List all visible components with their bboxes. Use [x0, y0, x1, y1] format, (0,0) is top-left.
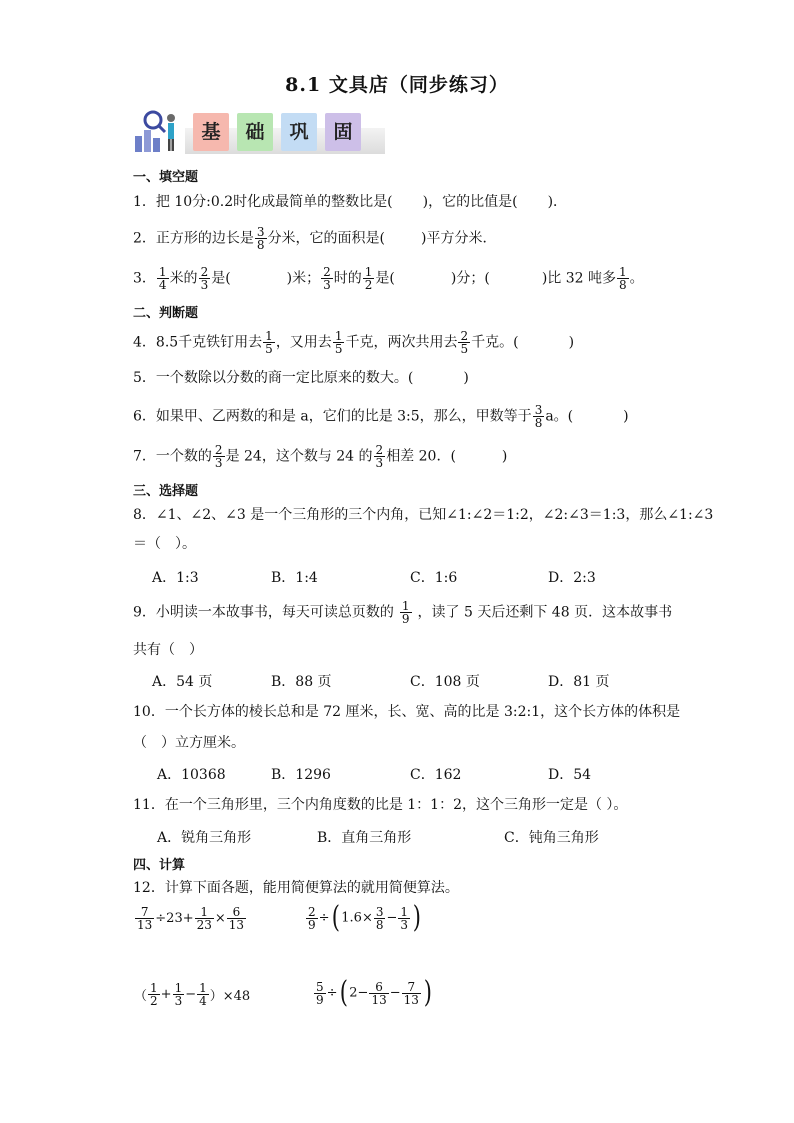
fraction: $\frac{7}{13}$ [403, 979, 419, 1007]
question-8-line2: ＝（ ）。 [133, 536, 196, 552]
question-11: 11．在一个三角形里，三个内角度数的比是 1：1：2，这个三角形一定是（ ）。 [133, 797, 628, 813]
page-title: 8.1 文具店（同步练习） [285, 74, 509, 96]
question-5: 5．一个数除以分数的商一定比原来的数大。( ) [133, 370, 469, 386]
calc-expression-3: （ $\frac{1}{2}$ + $\frac{1}{3}$ − $\frac{1}{4}$ ）×48 [134, 981, 251, 1008]
fraction: $\frac{6}{13}$ [228, 905, 245, 932]
question-9-line2: 共有（ ） [133, 642, 203, 658]
question-8: 8．∠1、∠2、∠3 是一个三角形的三个内角，已知∠1:∠2＝1:2，∠2:∠3＝1:3，那么∠1:∠3 [133, 507, 714, 523]
fraction: $\frac{1}{5}$ [334, 329, 343, 356]
calc-expression-2: $\frac{2}{9}$ ÷( 1.6× $\frac{3}{8}$ − $\frac{1}{3}$ ) [308, 900, 421, 935]
question-3: 3． $\frac{1}{4}$ 米的 $\frac{2}{3}$ 是( )米； $\frac{2}{3}$ 时的 $\frac{1}{2}$ 是( )分；( )比 32 吨多 $\frac{1}{8}$ 。 [133, 265, 644, 292]
fraction: $\frac{1}{2}$ [364, 265, 373, 292]
fraction: $\frac{1}{23}$ [196, 905, 212, 932]
q11-option-b[interactable]: B．直角三角形 [317, 830, 412, 846]
fraction: $\frac{1}{5}$ [265, 329, 273, 356]
q1-text-c: )． [547, 194, 568, 210]
fraction: $\frac{6}{13}$ [371, 979, 387, 1007]
fraction: $\frac{1}{3}$ [174, 981, 183, 1008]
banner-tile-3: 巩 [281, 113, 317, 151]
q8-option-d[interactable]: D．2:3 [548, 570, 596, 586]
q1-text-a: 1．把 10分:0.2时化成最简单的整数比是( [133, 194, 393, 210]
fraction: $\frac{1}{4}$ [199, 981, 207, 1008]
q10-option-d[interactable]: D．54 [548, 767, 592, 783]
section-heading-multiple-choice: 三、选择题 [133, 484, 199, 499]
q10-option-b[interactable]: B．1296 [271, 767, 331, 783]
q1-text-b: )，它的比值是( [422, 194, 518, 210]
q8-option-a[interactable]: A．1:3 [152, 570, 199, 586]
calc-expression-1: $\frac{7}{13}$ ÷23+ $\frac{1}{23}$ × $\frac{6}{13}$ [137, 905, 245, 932]
fraction: $\frac{2}{5}$ [460, 329, 469, 356]
fraction: $\frac{3}{8}$ [375, 904, 384, 932]
fraction: $\frac{7}{13}$ [137, 905, 153, 932]
question-4: 4．8.5千克铁钉用去 $\frac{1}{5}$ ，又用去 $\frac{1}{5}$ 千克，两次共用去 $\frac{2}{5}$ 千克。( ) [133, 329, 575, 356]
q11-option-a[interactable]: A．锐角三角形 [157, 830, 252, 846]
question-9: 9．小明读一本故事书，每天可读总页数的 $\frac{1}{9}$ ，读了 5 天后还剩下 48 页．这本故事书 [133, 599, 673, 626]
fraction: $\frac{1}{4}$ [158, 265, 167, 292]
banner-tile-2: 础 [237, 113, 273, 151]
question-6: 6．如果甲、乙两数的和是 a，它们的比是 3:5，那么，甲数等于 $\frac{3}{8}$ a。( ) [133, 403, 629, 430]
section-banner [133, 108, 393, 154]
fraction: $\frac{3}{8}$ [256, 225, 265, 252]
q11-option-c[interactable]: C．钝角三角形 [504, 830, 599, 846]
fraction: $\frac{5}{9}$ [316, 979, 324, 1007]
q9-option-a[interactable]: A．54 页 [152, 674, 213, 690]
q2-text-a: 2．正方形的边长是 [133, 230, 254, 247]
q8-option-b[interactable]: B．1:4 [271, 570, 318, 586]
fraction: $\frac{1}{9}$ [401, 599, 410, 626]
chart-person-icon [133, 108, 185, 154]
question-10-line2: （ ）立方厘米。 [133, 735, 245, 751]
q2-text-c: )平方分米． [421, 230, 497, 247]
banner-tile-4: 固 [325, 113, 361, 151]
q9-option-c[interactable]: C．108 页 [410, 674, 480, 690]
fraction: $\frac{1}{3}$ [400, 904, 409, 932]
q9-option-d[interactable]: D．81 页 [548, 674, 610, 690]
question-12: 12．计算下面各题，能用简便算法的就用简便算法。 [133, 880, 459, 896]
fraction: $\frac{2}{9}$ [308, 904, 316, 932]
fraction: $\frac{3}{8}$ [534, 403, 543, 430]
q10-option-a[interactable]: A．10368 [157, 767, 226, 783]
question-10: 10．一个长方体的棱长总和是 72 厘米，长、宽、高的比是 3:2:1，这个长方体的体积是 [133, 704, 681, 720]
q2-text-b: 分米，它的面积是( [267, 230, 386, 247]
section-heading-true-false: 二、判断题 [133, 306, 199, 321]
question-2 [133, 226, 497, 251]
q9-option-b[interactable]: B．88 页 [271, 674, 332, 690]
section-heading-calculation: 四、计算 [133, 858, 186, 873]
section-heading-fill-blank: 一、填空题 [133, 170, 199, 185]
fraction: $\frac{2}{3}$ [323, 265, 331, 292]
banner-tile-1: 基 [193, 113, 229, 151]
q8-option-c[interactable]: C．1:6 [410, 570, 458, 586]
question-1 [133, 192, 567, 212]
fraction: $\frac{1}{2}$ [150, 981, 158, 1008]
fraction: $\frac{2}{3}$ [214, 443, 223, 470]
fraction: $\frac{1}{8}$ [619, 265, 627, 292]
fraction: $\frac{2}{3}$ [200, 265, 209, 292]
calc-expression-4: $\frac{5}{9}$ ÷( 2− $\frac{6}{13}$ − $\frac{7}{13}$ ) [316, 975, 432, 1010]
q10-option-c[interactable]: C．162 [410, 767, 462, 783]
question-7: 7．一个数的 $\frac{2}{3}$ 是 24，这个数与 24 的 $\frac{2}{3}$ 相差 20．( ) [133, 443, 508, 470]
fraction: $\frac{2}{3}$ [375, 443, 384, 470]
